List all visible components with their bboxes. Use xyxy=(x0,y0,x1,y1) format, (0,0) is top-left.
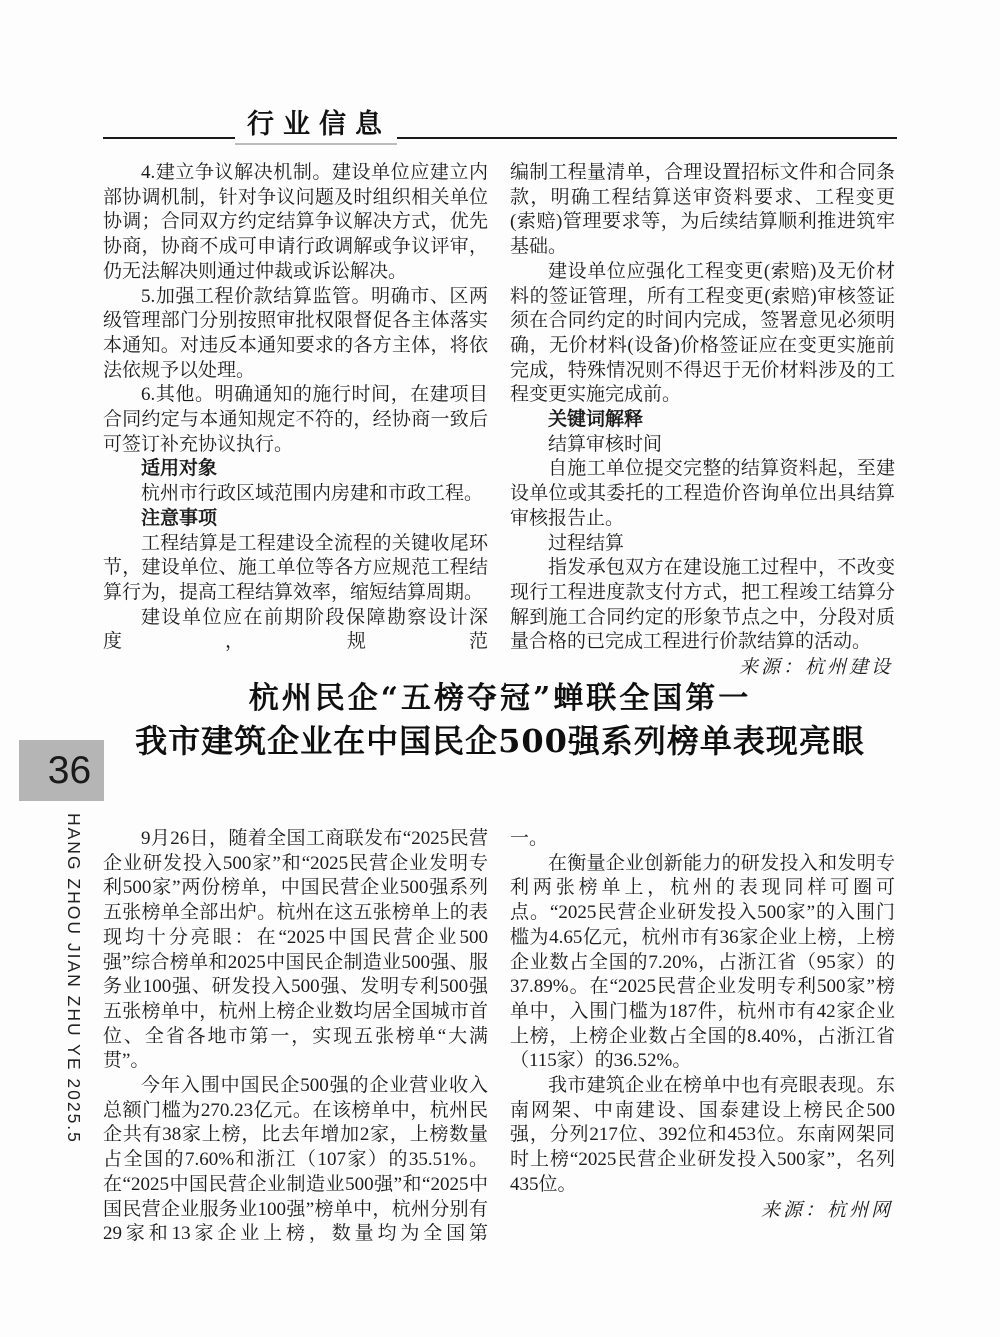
paragraph: 9月26日，随着全国工商联发布“2025民营企业研发投入500家”和“2025民营企业发明专利500家”两份榜单，中国民营企业500强系列五张榜单全部出炉。杭州在这五张榜单上的表现均十分亮眼：在“2025中国民营企业500强”综合榜单和2025中国民企制造业500强、服务业100强、研发投入500强、发明专利500强五张榜单中，杭州上榜企业数均居全国城市首位、全省各地市第一，实现五张榜单“大满贯”。 xyxy=(103,828,488,1072)
term-settlement-review-time: 结算审核时间 xyxy=(548,433,663,455)
paragraph: 杭州市行政区域范围内房建和市政工程。 xyxy=(141,483,484,505)
journal-title-vertical: HANG ZHOU JIAN ZHU YE 2025.5 xyxy=(64,813,84,1144)
paragraph: 工程结算是工程建设全流程的关键收尾环节，建设单位、施工单位等各方应规范工程结算行为，提高工程结算效率，缩短结算周期。 xyxy=(103,532,488,603)
headline-line1: 杭州民企“五榜夺冠”蝉联全国第一 xyxy=(248,681,752,716)
article-rankings-news xyxy=(103,827,895,1247)
article1-left-column xyxy=(103,161,488,681)
source-line: 来源：杭州网 xyxy=(760,1199,893,1221)
page-header xyxy=(103,110,897,145)
paragraph-continuation: 一。 xyxy=(510,828,549,849)
header-rule-left xyxy=(103,137,235,139)
paragraph: 6.其他。明确通知的施行时间，在建项目合同约定与本通知规定不符的，经协商一致后可签订补充协议执行。 xyxy=(103,384,488,455)
paragraph-continuation: 编制工程量清单，合理设置招标文件和合同条款，明确工程结算送审资料要求、工程变更(索赔)管理要求等，为后续结算顺利推进筑牢基础。 xyxy=(510,162,895,258)
header-rule-right xyxy=(397,137,897,139)
subhead-keyword-explanation: 关键词解释 xyxy=(548,409,644,431)
headline-line2: 我市建筑企业在中国民企500强系列榜单表现亮眼 xyxy=(135,722,865,760)
subhead-applicable-scope: 适用对象 xyxy=(141,458,218,480)
paragraph: 指发承包双方在建设施工过程中，不改变现行工程进度款支付方式，把工程竣工结算分解到施工合同约定的形象节点之中，分段对质量合格的已完成工程进行价款结算的活动。 xyxy=(510,557,895,653)
page-number: 36 xyxy=(47,749,92,792)
article2-headline xyxy=(0,681,1000,761)
paragraph: 我市建筑企业在榜单中也有亮眼表现。东南网架、中南建设、国泰建设上榜民企500强，分列217位、392位和453位。东南网架同时上榜“2025民营企业研发投入500家”，名列435位。 xyxy=(510,1075,895,1195)
paragraph: 自施工单位提交完整的结算资料起，至建设单位或其委托的工程造价咨询单位出具结算审核报告止。 xyxy=(510,458,895,529)
paragraph: 在衡量企业创新能力的研发投入和发明专利两张榜单上，杭州的表现同样可圈可点。“2025民营企业研发投入500家”的入围门槛为4.65亿元，杭州市有36家企业上榜，上榜企业数占全国的7.20%，占浙江省（95家）的37.89%。在“2025民营企业发明专利500家”榜单中，入围门槛为187件，杭州市有42家企业上榜，上榜企业数占全国的8.40%，占浙江省（115家）的36.52%。 xyxy=(510,852,895,1072)
paragraph-continues: 今年入围中国民企500强的企业营业收入总额门槛为270.23亿元。在该榜单中，杭州民企共有38家上榜，比去年增加2家，上榜数量占全国的7.60%和浙江（107家）的35.51%。在“2025中国民营企业制造业500强”和“2025中国民营企业服务业100强”榜单中，杭州分别有29家和13家企业上榜，数量均为全国第 xyxy=(103,1075,488,1245)
term-process-settlement: 过程结算 xyxy=(548,532,625,554)
source-line: 来源：杭州建设 xyxy=(738,657,893,679)
paragraph-continues: 建设单位应在前期阶段保障勘察设计深度，规范 xyxy=(103,606,488,653)
article2-left-column xyxy=(103,827,488,1247)
article-settlement-notice xyxy=(103,161,895,681)
header-title-underline xyxy=(235,110,397,145)
article1-right-column xyxy=(510,161,895,681)
page-number-box xyxy=(19,740,104,801)
paragraph: 5.加强工程价款结算监管。明确市、区两级管理部门分别按照审批权限督促各主体落实本通知。对违反本通知要求的各方主体，将依法依规予以处理。 xyxy=(103,285,488,381)
subhead-notes: 注意事项 xyxy=(141,507,218,529)
section-header-title: 行业信息 xyxy=(247,109,391,139)
article2-right-column xyxy=(510,827,895,1247)
paragraph: 建设单位应强化工程变更(索赔)及无价材料的签证管理，所有工程变更(索赔)审核签证须在合同约定的时间内完成，签署意见必须明确，无价材料(设备)价格签证应在变更实施前完成，特殊情况则不得迟于无价材料涉及的工程变更实施完成前。 xyxy=(510,260,895,406)
paragraph: 4.建立争议解决机制。建设单位应建立内部协调机制，针对争议问题及时组织相关单位协调；合同双方约定结算争议解决方式，优先协商，协商不成可申请行政调解或争议评审，仍无法解决则通过仲裁或诉讼解决。 xyxy=(103,162,488,282)
